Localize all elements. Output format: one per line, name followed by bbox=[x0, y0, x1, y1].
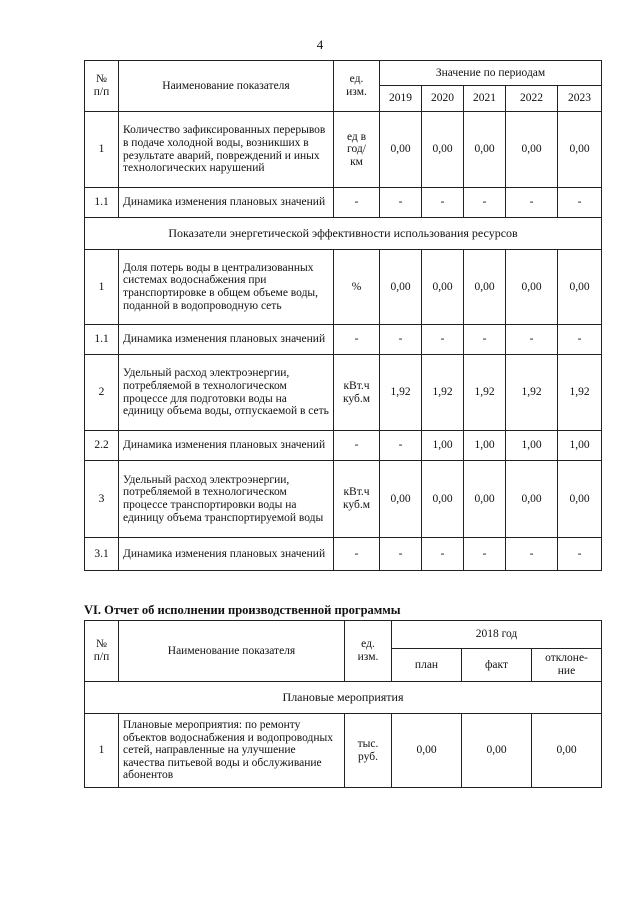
row-name: Удельный расход электроэнергии, потребляемой в технологическом процессе транспортировки воды на единицу объема транспортируемой воды bbox=[119, 461, 334, 538]
indicators-table bbox=[84, 60, 602, 571]
deviation-cell: 0,00 bbox=[532, 714, 602, 788]
row-name: Динамика изменения плановых значений bbox=[119, 325, 334, 355]
header-num: № п/п bbox=[85, 61, 119, 112]
value-cell: 1,92 bbox=[506, 355, 558, 431]
value-cell: - bbox=[464, 325, 506, 355]
row-unit: - bbox=[334, 538, 380, 571]
value-cell: - bbox=[380, 325, 422, 355]
row-name: Динамика изменения плановых значений bbox=[119, 188, 334, 218]
value-cell: 0,00 bbox=[506, 461, 558, 538]
section-title-planned: Плановые мероприятия bbox=[85, 682, 602, 714]
page-number: 4 bbox=[316, 37, 324, 52]
table-row bbox=[85, 461, 602, 538]
year-cell: 2022 bbox=[506, 86, 558, 112]
value-cell: - bbox=[558, 538, 602, 571]
section-row bbox=[85, 218, 602, 250]
section-row bbox=[85, 682, 602, 714]
row-num: 1 bbox=[85, 250, 119, 325]
value-cell: 0,00 bbox=[558, 461, 602, 538]
table-row bbox=[85, 355, 602, 431]
fact-cell: 0,00 bbox=[462, 714, 532, 788]
header-unit: ед. изм. bbox=[345, 621, 392, 682]
value-cell: 1,92 bbox=[380, 355, 422, 431]
header-name: Наименование показателя bbox=[119, 61, 334, 112]
value-cell: 0,00 bbox=[506, 250, 558, 325]
value-cell: - bbox=[422, 538, 464, 571]
table1-header-row bbox=[85, 61, 602, 86]
header-periods: Значение по периодам bbox=[380, 61, 602, 86]
table-row bbox=[85, 714, 602, 788]
value-cell: 1,00 bbox=[558, 431, 602, 461]
value-cell: - bbox=[558, 325, 602, 355]
table-row bbox=[85, 538, 602, 571]
row-unit: - bbox=[334, 188, 380, 218]
table-row bbox=[85, 112, 602, 188]
value-cell: - bbox=[558, 188, 602, 218]
value-cell: 0,00 bbox=[380, 250, 422, 325]
value-cell: - bbox=[422, 325, 464, 355]
header-fact: факт bbox=[462, 649, 532, 682]
header-unit: ед. изм. bbox=[334, 61, 380, 112]
row-unit: - bbox=[334, 431, 380, 461]
value-cell: 0,00 bbox=[464, 112, 506, 188]
value-cell: 0,00 bbox=[464, 461, 506, 538]
value-cell: 0,00 bbox=[380, 461, 422, 538]
table-row bbox=[85, 250, 602, 325]
row-unit: % bbox=[334, 250, 380, 325]
value-cell: - bbox=[422, 188, 464, 218]
value-cell: 0,00 bbox=[558, 112, 602, 188]
value-cell: 1,00 bbox=[506, 431, 558, 461]
value-cell: 1,00 bbox=[464, 431, 506, 461]
year-cell: 2019 bbox=[380, 86, 422, 112]
year-cell: 2021 bbox=[464, 86, 506, 112]
row-num: 1.1 bbox=[85, 325, 119, 355]
table2-header-row bbox=[85, 621, 602, 649]
year-cell: 2020 bbox=[422, 86, 464, 112]
row-name: Количество зафиксированных перерывов в подаче холодной воды, возникших в результате аварий, повреждений и иных технологических нарушений bbox=[119, 112, 334, 188]
row-num: 3.1 bbox=[85, 538, 119, 571]
row-name: Доля потерь воды в централизованных системах водоснабжения при транспортировке в общем объеме воды, поданной в водопроводную сеть bbox=[119, 250, 334, 325]
section-vi-title: VI. Отчет об исполнении производственной программы bbox=[84, 603, 401, 617]
value-cell: 1,92 bbox=[422, 355, 464, 431]
table-row bbox=[85, 325, 602, 355]
value-cell: 0,00 bbox=[464, 250, 506, 325]
table-row bbox=[85, 188, 602, 218]
value-cell: - bbox=[380, 188, 422, 218]
row-name: Удельный расход электроэнергии, потребляемой в технологическом процессе для подготовки воды на единицу объема воды, отпускаемой в сеть bbox=[119, 355, 334, 431]
row-unit: кВт.ч куб.м bbox=[334, 355, 380, 431]
row-num: 2.2 bbox=[85, 431, 119, 461]
row-name: Плановые мероприятия: по ремонту объектов водоснабжения и водопроводных сетей, направленные на улучшение качества питьевой воды и обслуживание абонентов bbox=[119, 714, 345, 788]
row-name: Динамика изменения плановых значений bbox=[119, 431, 334, 461]
value-cell: 0,00 bbox=[558, 250, 602, 325]
row-num: 1 bbox=[85, 112, 119, 188]
header-name: Наименование показателя bbox=[119, 621, 345, 682]
header-num: № п/п bbox=[85, 621, 119, 682]
value-cell: - bbox=[464, 538, 506, 571]
value-cell: 0,00 bbox=[380, 112, 422, 188]
row-unit: - bbox=[334, 325, 380, 355]
row-num: 1 bbox=[85, 714, 119, 788]
header-deviation: отклоне- ние bbox=[532, 649, 602, 682]
header-year: 2018 год bbox=[392, 621, 602, 649]
program-report-table bbox=[84, 620, 602, 788]
value-cell: - bbox=[464, 188, 506, 218]
value-cell: 0,00 bbox=[422, 461, 464, 538]
row-unit: кВт.ч куб.м bbox=[334, 461, 380, 538]
plan-cell: 0,00 bbox=[392, 714, 462, 788]
row-unit: тыс. руб. bbox=[345, 714, 392, 788]
value-cell: 1,92 bbox=[558, 355, 602, 431]
value-cell: - bbox=[506, 325, 558, 355]
value-cell: 1,92 bbox=[464, 355, 506, 431]
value-cell: - bbox=[506, 538, 558, 571]
section-title-energy: Показатели энергетической эффективности использования ресурсов bbox=[85, 218, 602, 250]
value-cell: 0,00 bbox=[422, 250, 464, 325]
value-cell: 0,00 bbox=[506, 112, 558, 188]
table-row bbox=[85, 431, 602, 461]
value-cell: 1,00 bbox=[422, 431, 464, 461]
row-unit: ед в год/ км bbox=[334, 112, 380, 188]
year-cell: 2023 bbox=[558, 86, 602, 112]
row-num: 2 bbox=[85, 355, 119, 431]
row-num: 3 bbox=[85, 461, 119, 538]
value-cell: - bbox=[506, 188, 558, 218]
row-name: Динамика изменения плановых значений bbox=[119, 538, 334, 571]
value-cell: - bbox=[380, 431, 422, 461]
header-plan: план bbox=[392, 649, 462, 682]
value-cell: - bbox=[380, 538, 422, 571]
row-num: 1.1 bbox=[85, 188, 119, 218]
value-cell: 0,00 bbox=[422, 112, 464, 188]
